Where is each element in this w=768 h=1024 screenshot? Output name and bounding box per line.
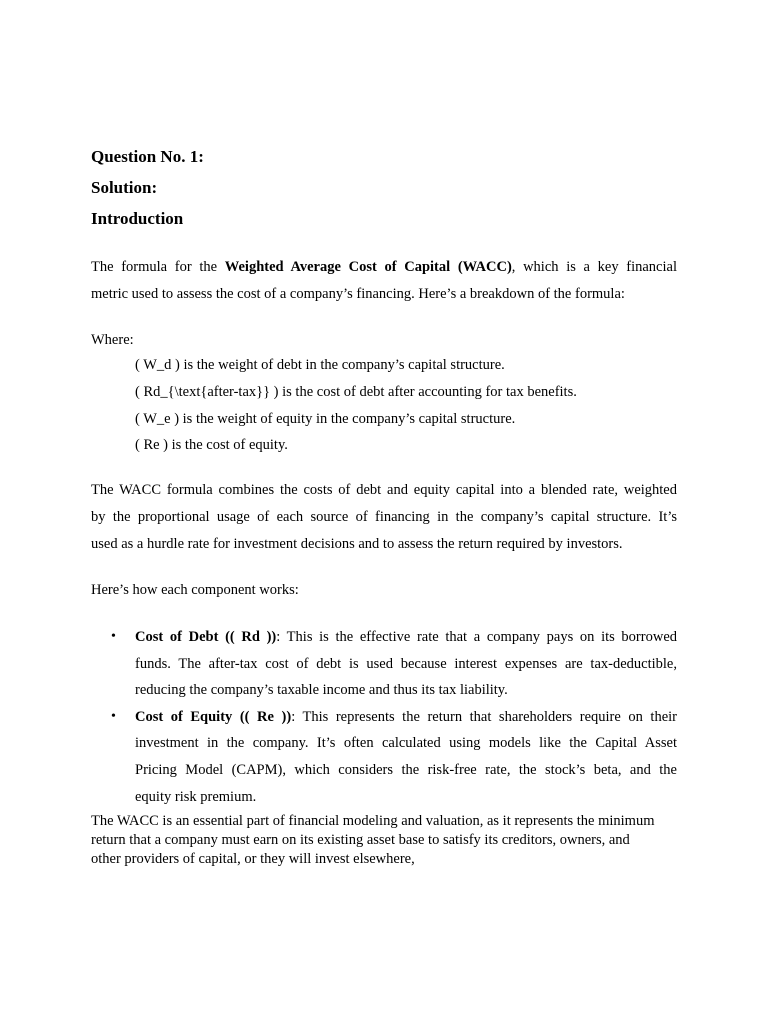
bullet-marker: •	[111, 629, 116, 644]
debt-title: Cost of Debt (( Rd ))	[135, 629, 277, 645]
intro-line-1	[91, 254, 677, 281]
closing-line-3: other providers of capital, or they will invest elsewhere,	[91, 851, 415, 867]
question-heading: Question No. 1:	[91, 147, 204, 166]
wacc-line-1: The WACC formula combines the costs of debt and equity capital into a blended rate, weighted	[91, 482, 677, 498]
definition-item-rd: ( Rd_{\text{after-tax}} ) is the cost of debt after accounting for tax benefits.	[135, 383, 577, 400]
bullet-marker: •	[111, 708, 116, 724]
component-bullet-list	[91, 624, 677, 810]
equity-line-4: equity risk premium.	[135, 788, 257, 805]
equity-line-1	[135, 704, 677, 731]
closing-line-2: return that a company must earn on its existing asset base to satisfy its creditors, owners, and	[91, 832, 630, 848]
equity-text-1: : This represents the return that shareholders require on their	[291, 708, 678, 725]
debt-line-1	[135, 624, 677, 651]
wacc-term: Weighted Average Cost of Capital (WACC)	[224, 259, 512, 275]
definition-item-we: ( W_e ) is the weight of equity in the company’s capital structure.	[135, 410, 516, 427]
bullet-cost-of-equity	[91, 704, 677, 810]
definition-list	[135, 355, 577, 462]
components-intro-line: Here’s how each component works:	[91, 582, 299, 598]
definition-item-re: ( Re ) is the cost of equity.	[135, 437, 288, 454]
intro-paragraph	[91, 254, 677, 308]
intro-text-start: The formula for the	[91, 259, 225, 275]
solution-heading: Solution:	[91, 178, 158, 197]
bullet-cost-of-debt	[91, 624, 677, 704]
definition-item-wd: ( W_d ) is the weight of debt in the company’s capital structure.	[135, 357, 505, 373]
intro-line-2: metric used to assess the cost of a company’s financing. Here’s a breakdown of the formula:	[91, 285, 625, 302]
wacc-explanation-paragraph	[91, 477, 677, 557]
intro-text-end: , which is a key financial	[511, 259, 677, 275]
closing-line-1: The WACC is an essential part of financial modeling and valuation, as it represents the minimum	[91, 813, 655, 829]
equity-line-3: Pricing Model (CAPM), which considers the risk-free rate, the stock’s beta, and the	[135, 761, 677, 778]
wacc-line-3: used as a hurdle rate for investment decisions and to assess the return required by investors.	[91, 535, 623, 552]
equity-line-2: investment in the company. It’s often calculated using models like the Capital Asset	[135, 735, 677, 752]
wacc-line-2: by the proportional usage of each source of financing in the company’s capital structure. It’s	[91, 508, 677, 525]
equity-title: Cost of Equity (( Re ))	[135, 708, 292, 725]
where-label: Where:	[91, 332, 134, 348]
debt-text-1: : This is the effective rate that a company pays on its borrowed	[276, 629, 678, 645]
introduction-heading: Introduction	[91, 209, 184, 228]
debt-line-3: reducing the company’s taxable income and thus its tax liability.	[135, 682, 508, 699]
debt-line-2: funds. The after-tax cost of debt is used because interest expenses are tax-deductible,	[135, 655, 677, 672]
components-intro	[91, 577, 677, 604]
closing-paragraph	[91, 812, 681, 869]
